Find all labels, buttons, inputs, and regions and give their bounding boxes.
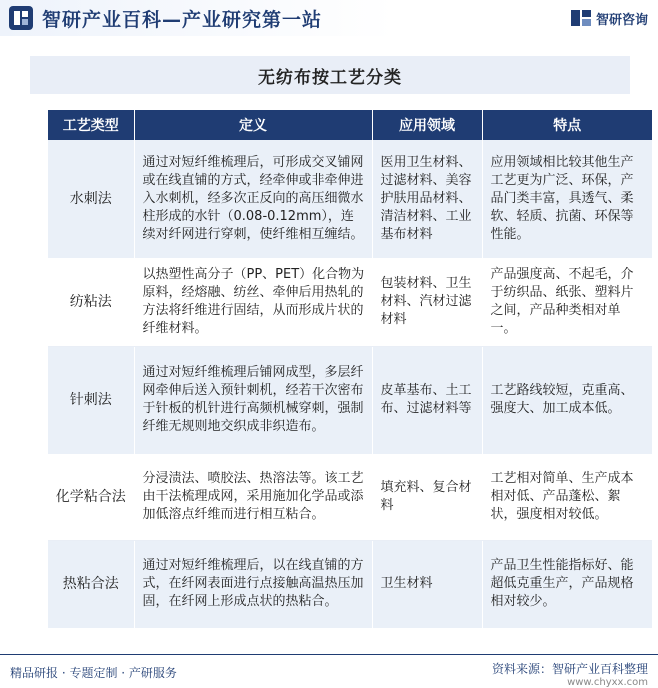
process-type: 化学粘合法	[48, 454, 134, 540]
page-header	[0, 0, 658, 36]
zhiyan-logo-icon	[8, 5, 34, 31]
process-application: 皮革基布、土工布、过滤材料等	[372, 346, 482, 454]
process-definition: 通过对短纤维梳理后铺网成型，多层纤网牵伸后送入预针刺机，经若干次密布于针板的机针进行高频机械穿刺，强制纤维无规则地交织成非织造布。	[134, 346, 372, 454]
zhiyan-brand-icon	[570, 8, 592, 28]
process-type: 水刺法	[48, 140, 134, 258]
process-definition: 以热塑性高分子（PP、PET）化合物为原料，经熔融、纺丝、牵伸后用热轧的方法将纤维进行固结，从而形成片状的纤维材料。	[134, 258, 372, 346]
process-application: 填充料、复合材料	[372, 454, 482, 540]
table-row	[48, 540, 652, 628]
footer-source: 资料来源：智研产业百科整理	[491, 662, 648, 676]
process-application: 医用卫生材料、过滤材料、美容护肤用品材料、清洁材料、工业基布材料	[372, 140, 482, 258]
table-title-band	[30, 56, 630, 94]
column-header-feature: 特点	[482, 110, 652, 140]
process-feature: 工艺路线较短，克重高、强度大、加工成本低。	[482, 346, 652, 454]
footer-divider	[0, 654, 658, 655]
process-feature: 工艺相对简单、生产成本相对低、产品蓬松、絮状，强度相对较低。	[482, 454, 652, 540]
table-row	[48, 346, 652, 454]
header-left	[0, 5, 322, 32]
table-row	[48, 140, 652, 258]
process-type: 纺粘法	[48, 258, 134, 346]
process-type: 针刺法	[48, 346, 134, 454]
column-header-application: 应用领域	[372, 110, 482, 140]
process-application: 包装材料、卫生材料、汽材过滤材料	[372, 258, 482, 346]
process-feature: 应用领域相比较其他生产工艺更为广泛、环保，产品门类丰富，具透气、柔软、轻质、抗菌、环保等性能。	[482, 140, 652, 258]
table-title: 无纺布按工艺分类	[258, 67, 402, 88]
process-application: 卫生材料	[372, 540, 482, 628]
process-table	[48, 110, 652, 629]
process-feature: 产品卫生性能指标好、能超低克重生产，产品规格相对较少。	[482, 540, 652, 628]
column-header-definition: 定义	[134, 110, 372, 140]
process-definition: 分浸渍法、喷胶法、热溶法等。该工艺由干法梳理成网，采用施加化学品或添加低溶点纤维而进行相互粘合。	[134, 454, 372, 540]
table-row	[48, 258, 652, 346]
process-type: 热粘合法	[48, 540, 134, 628]
footer-url[interactable]: www.chyxx.com	[567, 677, 648, 688]
brand-name: 智研咨询	[595, 12, 648, 28]
table-row	[48, 454, 652, 540]
site-title: 智研产业百科—产业研究第一站	[42, 8, 323, 31]
process-feature: 产品强度高、不起毛，介于纺织品、纸张、塑料片之间，产品种类相对单一。	[482, 258, 652, 346]
footer-source-block	[492, 660, 658, 688]
process-definition: 通过对短纤维梳理后，可形成交叉铺网或在线直铺的方式，经牵伸或非牵伸进入水刺机，经多次正反向的高压细微水柱形成的水针（0.08-0.12mm），连续对纤网进行穿刺，使纤维相互缠结。	[134, 140, 372, 258]
footer-services: 精品研报 · 专题定制 · 产研服务	[10, 666, 177, 680]
header-brand[interactable]	[570, 8, 658, 28]
column-header-type: 工艺类型	[48, 110, 134, 140]
process-definition: 通过对短纤维梳理后，以在线直铺的方式，在纤网表面进行点接触高温热压加固，在纤网上形成点状的热粘合。	[134, 540, 372, 628]
table-header-row	[48, 110, 652, 140]
page-footer	[0, 660, 658, 688]
